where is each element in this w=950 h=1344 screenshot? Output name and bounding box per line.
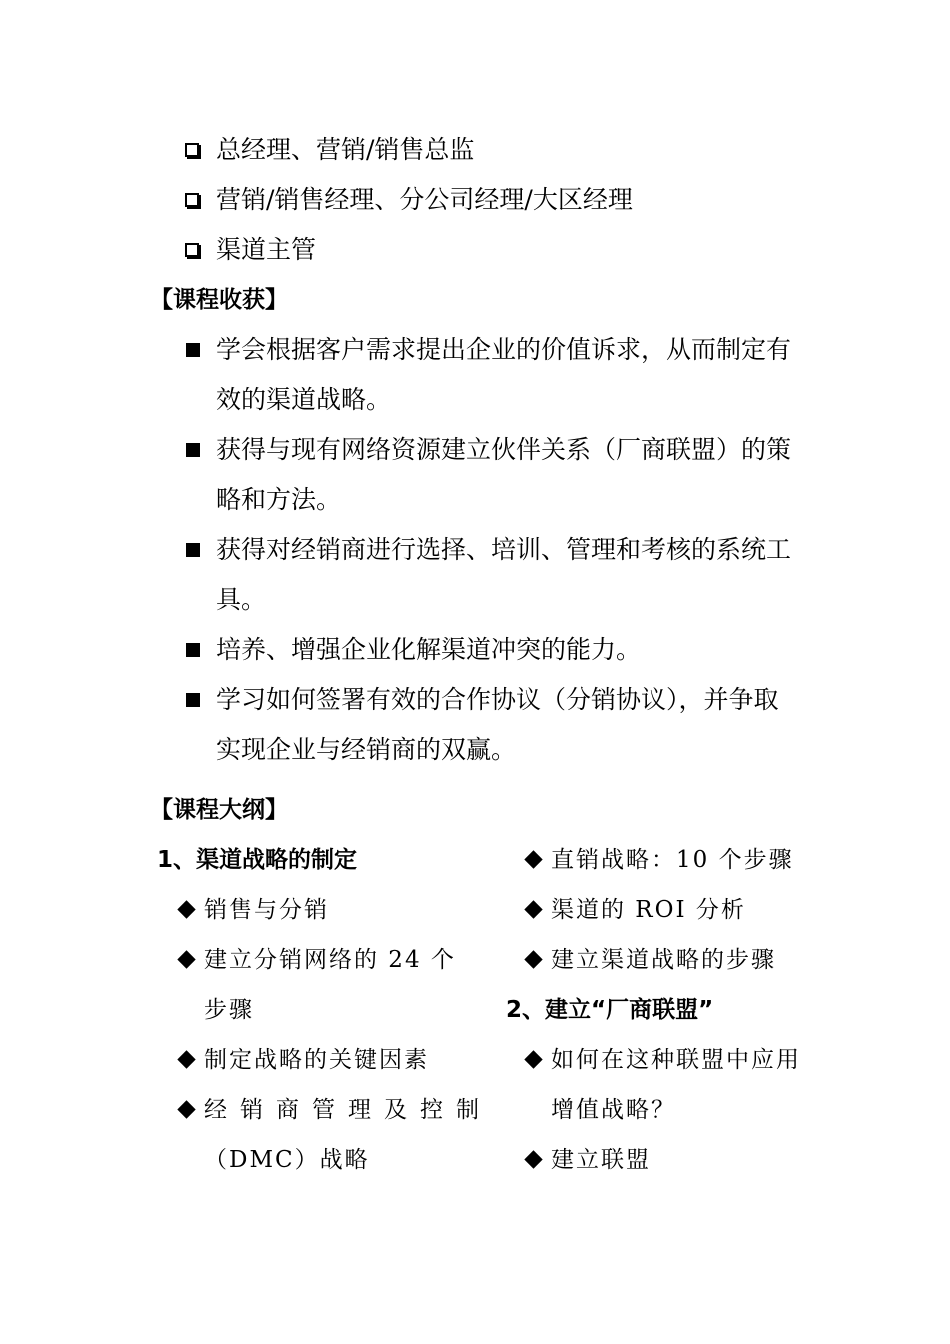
diamond-bullet-icon (524, 950, 542, 968)
gain-item-line: 获得与现有网络资源建立伙伴关系（厂商联盟）的策 (216, 435, 792, 464)
audience-item: 营销/销售经理、分公司经理/大区经理 (216, 185, 633, 214)
checkbox-bullet-icon (185, 143, 199, 157)
square-bullet-icon (186, 343, 200, 357)
checkbox-bullet-icon (185, 193, 199, 207)
diamond-bullet-icon (177, 950, 195, 968)
section-heading-gains: 【课程收获】 (150, 287, 288, 313)
outline-item: 直销战略：10 个步骤 (551, 847, 794, 873)
square-bullet-icon (186, 643, 200, 657)
diamond-bullet-icon (177, 1050, 195, 1068)
outline-item: 建立联盟 (551, 1147, 651, 1173)
square-bullet-icon (186, 693, 200, 707)
section-heading-outline: 【课程大纲】 (150, 797, 288, 823)
checkbox-bullet-icon (185, 243, 199, 257)
outline-item: 渠道的 ROI 分析 (551, 897, 746, 923)
gain-item-line: 学会根据客户需求提出企业的价值诉求，从而制定有 (216, 335, 792, 364)
diamond-bullet-icon (524, 850, 542, 868)
diamond-bullet-icon (524, 900, 542, 918)
outline-item: 步骤 (204, 997, 254, 1023)
gain-item-line: 实现企业与经销商的双赢。 (216, 735, 517, 764)
gain-item-line: 学习如何签署有效的合作协议（分销协议），并争取 (216, 685, 779, 714)
square-bullet-icon (186, 443, 200, 457)
gain-item-line: 略和方法。 (216, 485, 342, 514)
outline-item: （DMC）战略 (204, 1147, 370, 1173)
diamond-bullet-icon (524, 1150, 542, 1168)
outline-item: 建立渠道战略的步骤 (551, 947, 776, 973)
gain-item-line: 具。 (216, 585, 267, 614)
diamond-bullet-icon (177, 900, 195, 918)
outline-section-title: 1、渠道战略的制定 (157, 847, 358, 873)
gain-item-line: 效的渠道战略。 (216, 385, 392, 414)
outline-item: 制定战略的关键因素 (204, 1047, 429, 1073)
diamond-bullet-icon (524, 1050, 542, 1068)
audience-item: 总经理、营销/销售总监 (216, 135, 475, 164)
gain-item-line: 培养、增强企业化解渠道冲突的能力。 (216, 635, 642, 664)
outline-item: 如何在这种联盟中应用 (551, 1047, 801, 1073)
audience-item: 渠道主管 (216, 235, 317, 264)
outline-item: 建立分销网络的 24 个 (204, 947, 456, 973)
outline-item: 销售与分销 (204, 897, 329, 923)
outline-item: 增值战略？ (551, 1097, 676, 1123)
gain-item-line: 获得对经销商进行选择、培训、管理和考核的系统工 (216, 535, 792, 564)
square-bullet-icon (186, 543, 200, 557)
outline-section-title: 2、建立“厂商联盟” (506, 997, 714, 1023)
outline-item: 经销商管理及控制 (204, 1097, 492, 1123)
diamond-bullet-icon (177, 1100, 195, 1118)
